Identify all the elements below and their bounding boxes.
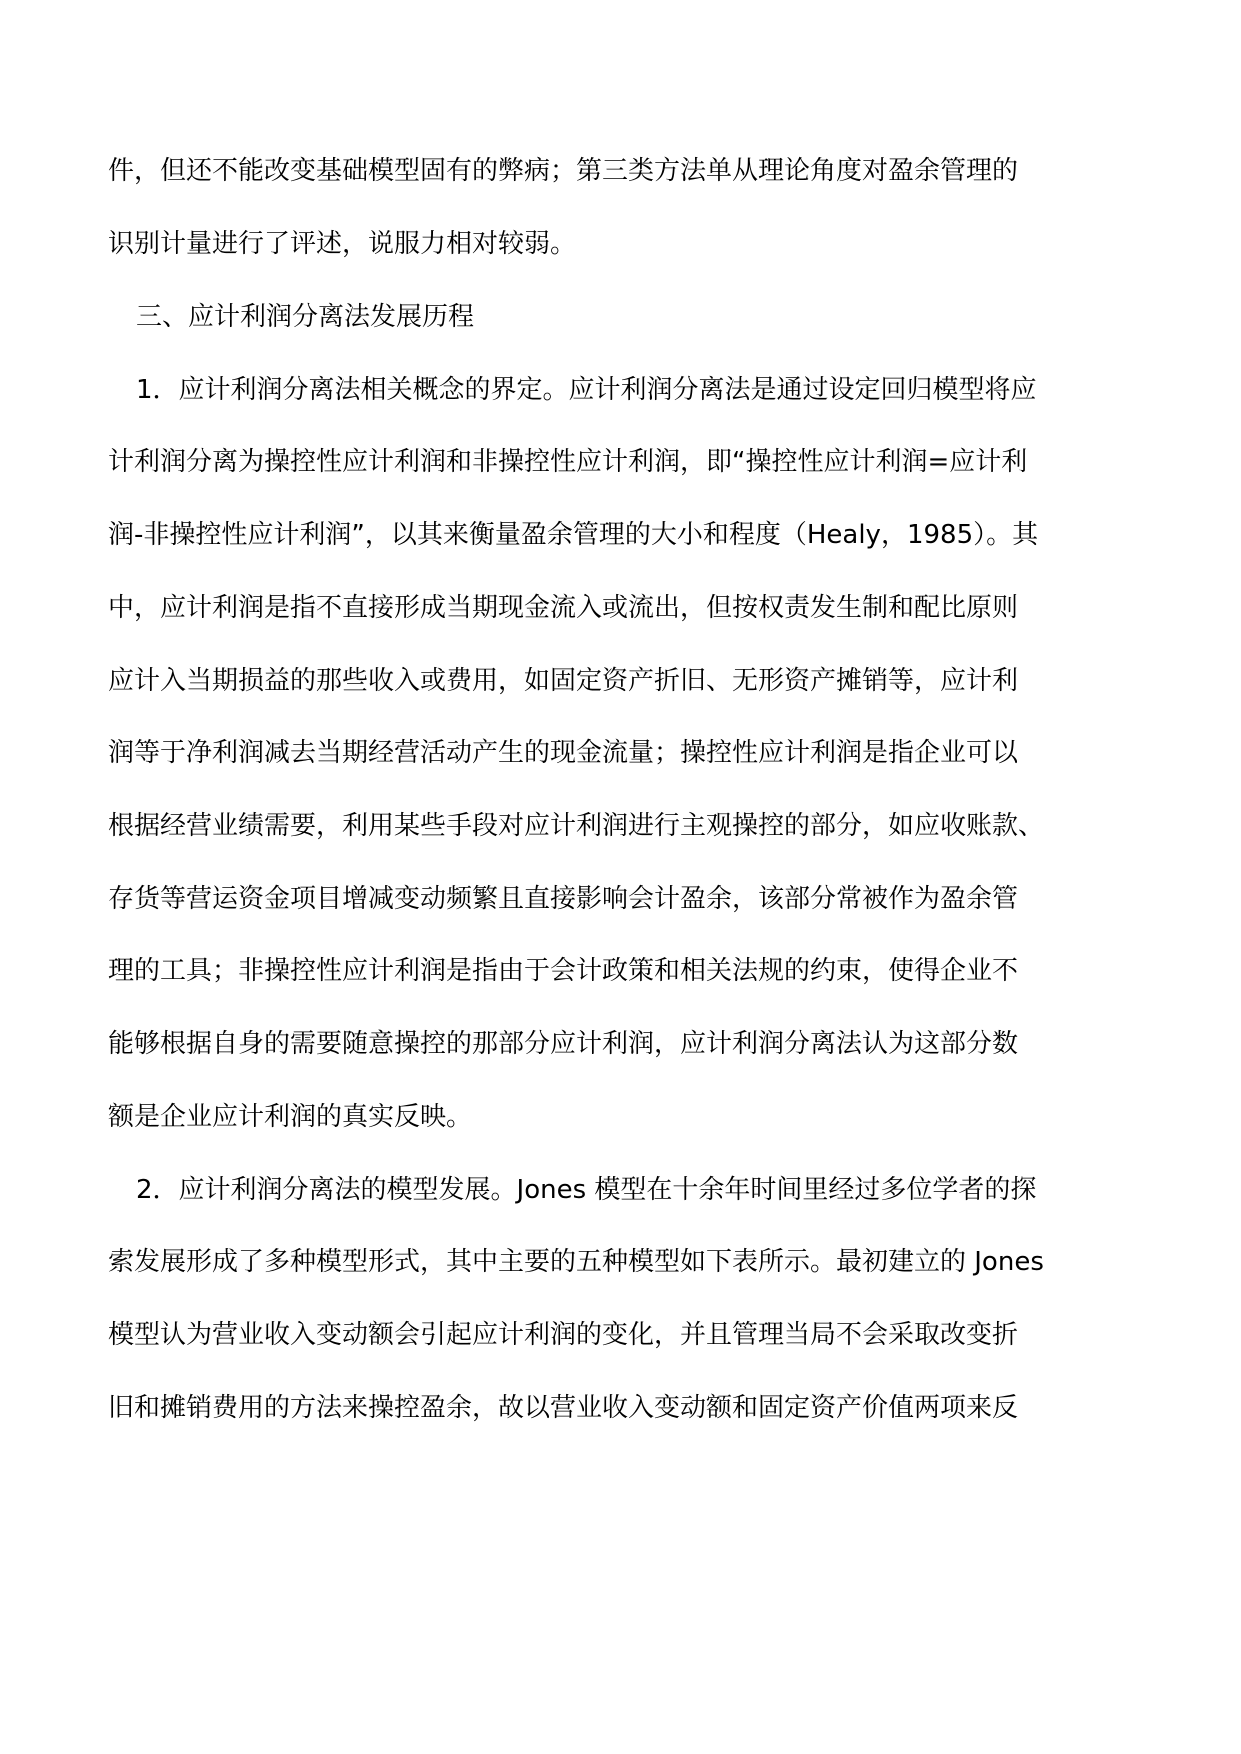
- text-line: 2．应计利润分离法的模型发展。Jones 模型在十余年时间里经过多位学者的探: [136, 1175, 1037, 1205]
- text-line: 模型认为营业收入变动额会引起应计利润的变化，并且管理当局不会采取改变折: [108, 1320, 1019, 1350]
- text-line: 理的工具；非操控性应计利润是指由于会计政策和相关法规的约束，使得企业不: [108, 956, 1019, 986]
- text-line: 1．应计利润分离法相关概念的界定。应计利润分离法是通过设定回归模型将应: [136, 375, 1037, 405]
- text-line: 存货等营运资金项目增减变动频繁且直接影响会计盈余，该部分常被作为盈余管: [108, 884, 1019, 914]
- text-line: 根据经营业绩需要，利用某些手段对应计利润进行主观操控的部分，如应收账款、: [108, 811, 1045, 841]
- text-line: 旧和摊销费用的方法来操控盈余，故以营业收入变动额和固定资产价值两项来反: [108, 1393, 1019, 1423]
- text-line: 计利润分离为操控性应计利润和非操控性应计利润，即“操控性应计利润=应计利: [108, 447, 1028, 477]
- text-line: 识别计量进行了评述，说服力相对较弱。: [108, 229, 577, 259]
- text-line: 应计入当期损益的那些收入或费用，如固定资产折旧、无形资产摊销等，应计利: [108, 666, 1019, 696]
- text-line: 额是企业应计利润的真实反映。: [108, 1102, 473, 1132]
- text-line: 能够根据自身的需要随意操控的那部分应计利润，应计利润分离法认为这部分数: [108, 1029, 1019, 1059]
- text-line: 润-非操控性应计利润”，以其来衡量盈余管理的大小和程度（Healy，1985）。其: [108, 520, 1039, 550]
- text-line: 件，但还不能改变基础模型固有的弊病；第三类方法单从理论角度对盈余管理的: [108, 156, 1019, 186]
- text-line: 中，应计利润是指不直接形成当期现金流入或流出，但按权责发生制和配比原则: [108, 593, 1019, 623]
- text-line: 索发展形成了多种模型形式，其中主要的五种模型如下表所示。最初建立的 Jones: [108, 1247, 1044, 1277]
- text-line: 润等于净利润减去当期经营活动产生的现金流量；操控性应计利润是指企业可以: [108, 738, 1019, 768]
- section-heading: 三、应计利润分离法发展历程: [136, 302, 475, 332]
